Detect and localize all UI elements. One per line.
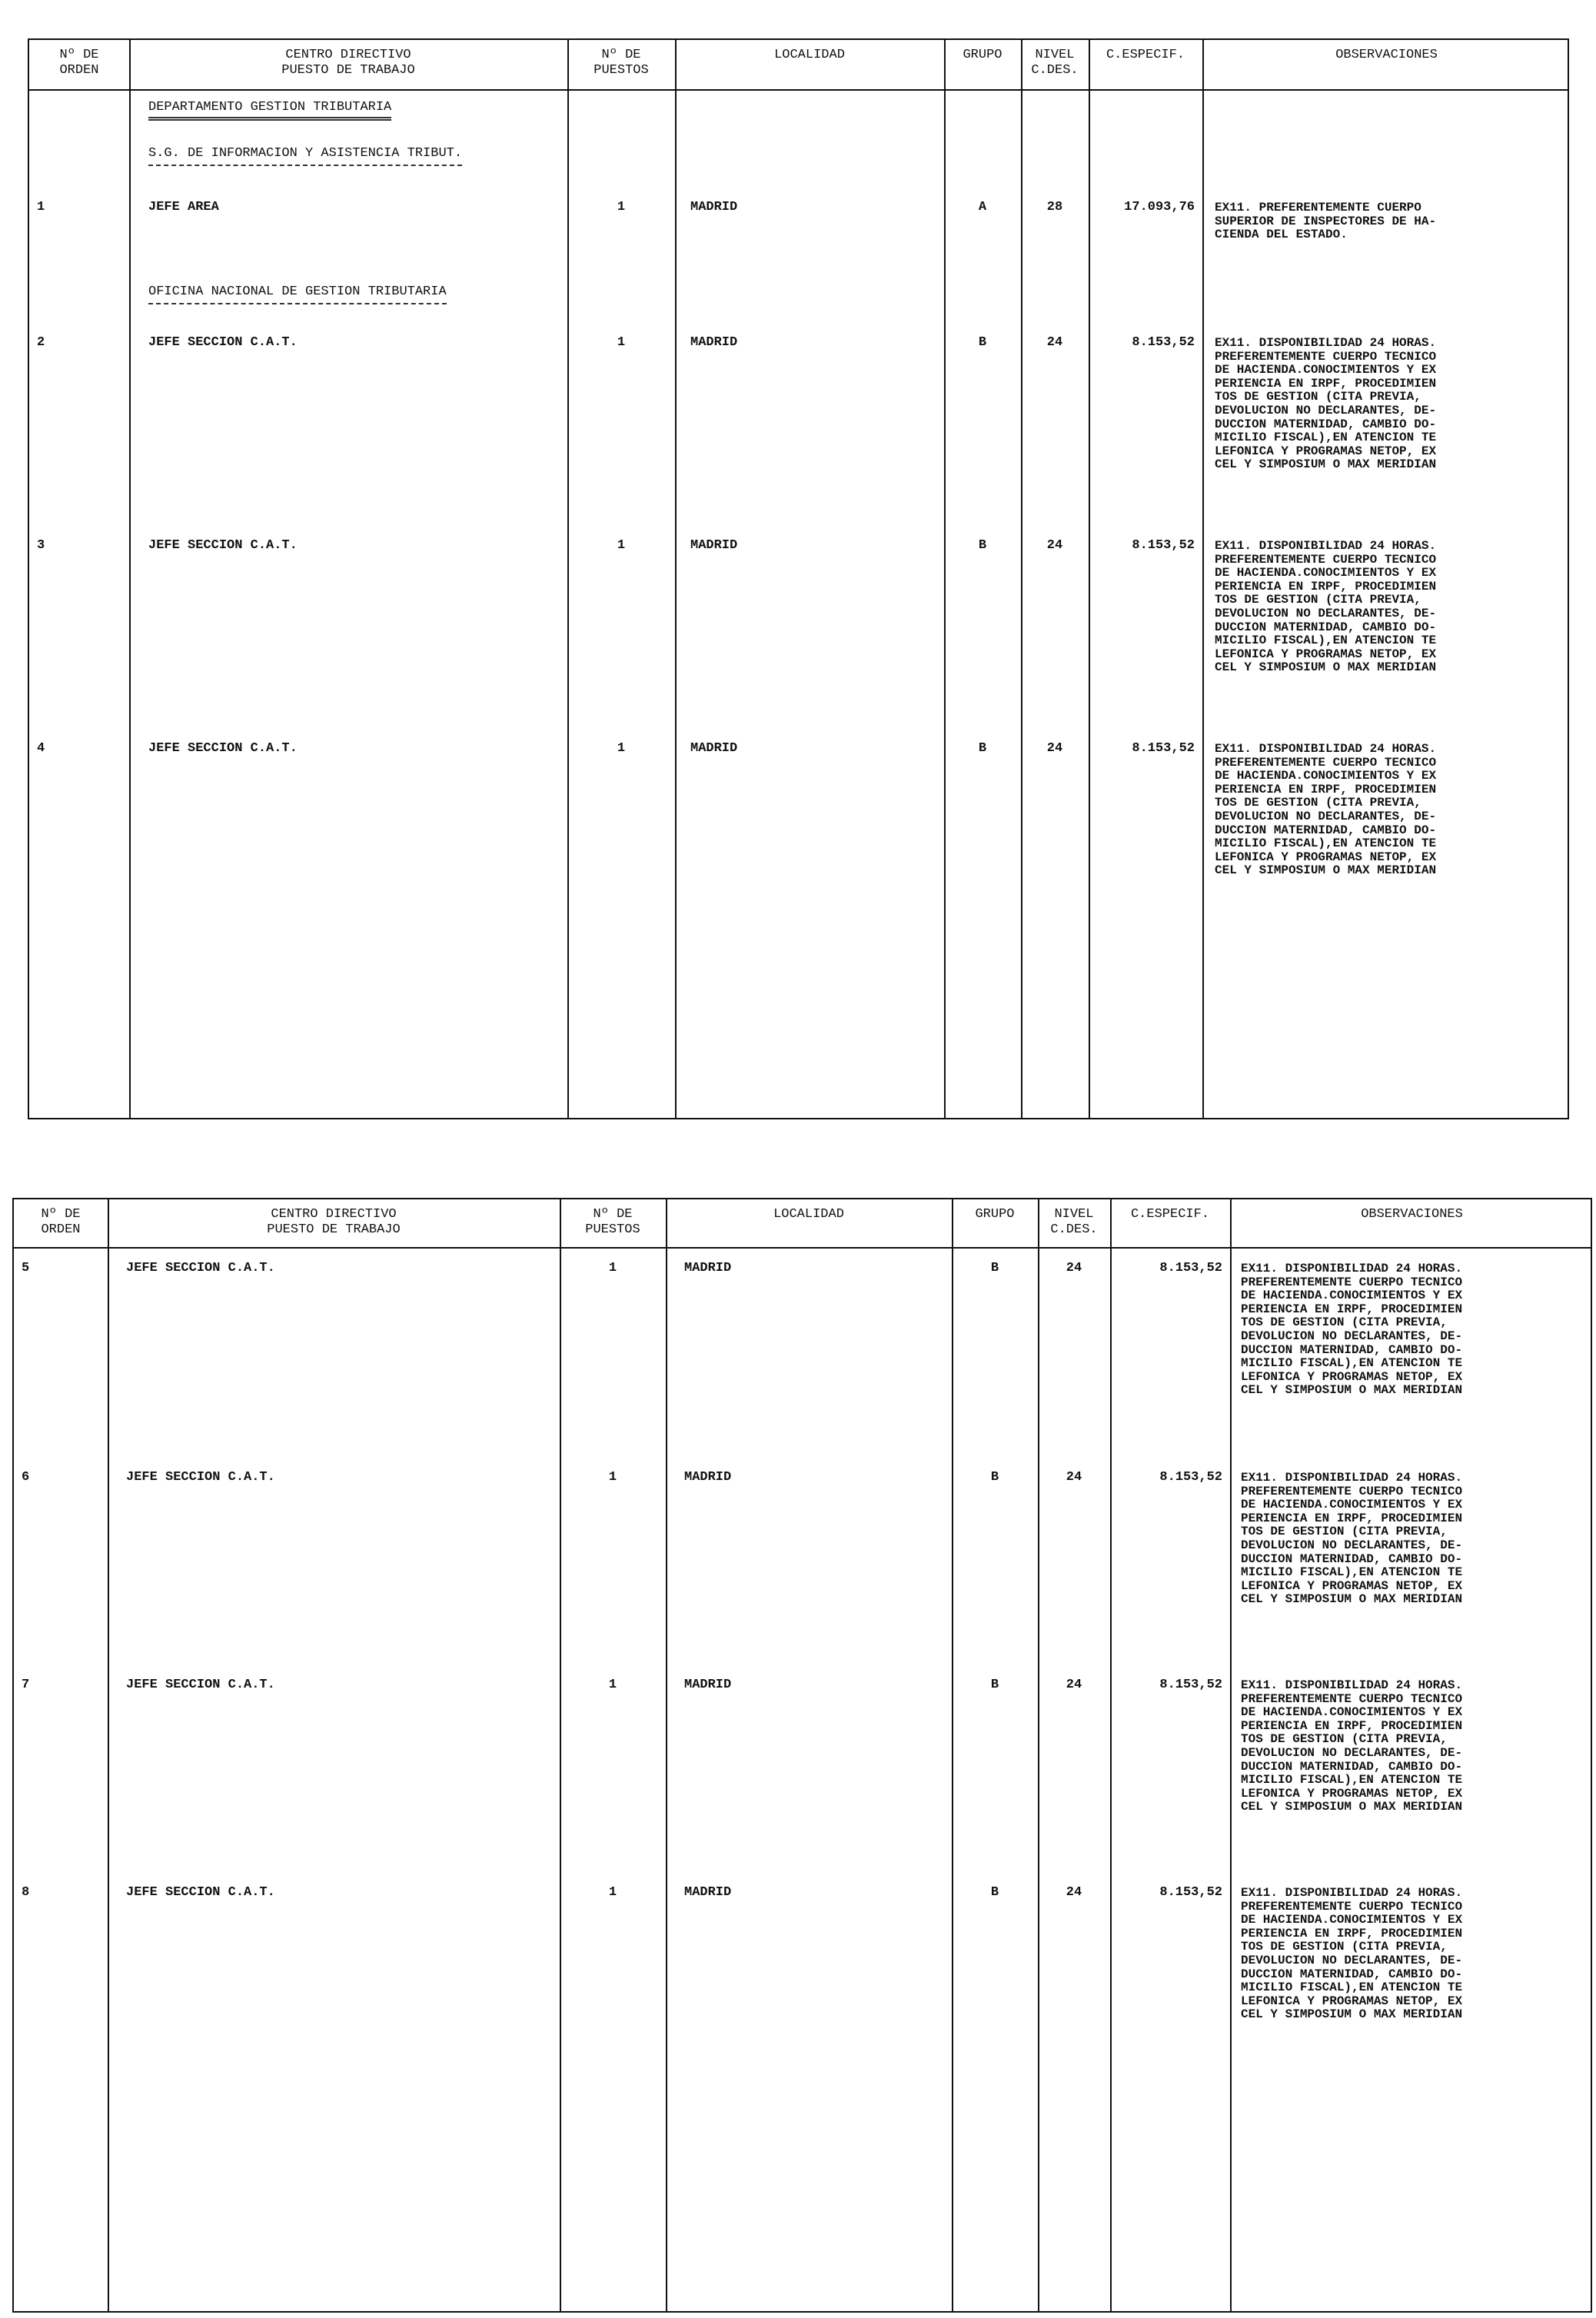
table-page-1 bbox=[28, 38, 1569, 1119]
row-localidad: MADRID bbox=[684, 1885, 732, 1900]
row-observaciones: EX11. DISPONIBILIDAD 24 HORAS. PREFERENTEMENTE CUERPO TECNICO DE HACIENDA.CONOCIMIENTOS Y EX PERIENCIA EN IRPF, PROCEDIMIEN TOS DE GESTION (CITA PREVIA, DEVOLUCION NO DECLARANTES, DE- DUCCION MATERNIDAD, CAMBIO DO- MICILIO FISCAL),EN ATENCION TE LEFONICA Y PROGRAMAS NETOP, EX CEL Y SIMPOSIUM O MAX MERIDIAN bbox=[1241, 1471, 1463, 1607]
row-localidad: MADRID bbox=[690, 200, 738, 215]
column-divider bbox=[666, 1199, 667, 2311]
header-nivel: NIVEL C.DES. bbox=[1050, 1207, 1098, 1237]
row-puestos: 1 bbox=[608, 1678, 617, 1692]
row-localidad: MADRID bbox=[684, 1261, 732, 1275]
row-grupo: B bbox=[990, 1885, 999, 1900]
row-localidad: MADRID bbox=[690, 741, 738, 756]
column-divider bbox=[952, 1199, 953, 2311]
column-divider bbox=[1230, 1199, 1232, 2311]
row-nivel: 24 bbox=[1046, 538, 1063, 553]
column-divider bbox=[675, 40, 677, 1118]
row-grupo: A bbox=[978, 200, 987, 215]
row-puesto: JEFE SECCION C.A.T. bbox=[126, 1261, 275, 1275]
row-localidad: MADRID bbox=[690, 538, 738, 553]
row-especif: 8.153,52 bbox=[1132, 335, 1195, 350]
header-grupo: GRUPO bbox=[963, 48, 1002, 62]
row-puesto: JEFE SECCION C.A.T. bbox=[148, 741, 298, 756]
row-orden: 2 bbox=[37, 335, 45, 350]
row-puesto: JEFE SECCION C.A.T. bbox=[126, 1470, 275, 1485]
column-divider bbox=[108, 1199, 109, 2311]
row-observaciones: EX11. DISPONIBILIDAD 24 HORAS. PREFERENTEMENTE CUERPO TECNICO DE HACIENDA.CONOCIMIENTOS Y EX PERIENCIA EN IRPF, PROCEDIMIEN TOS DE GESTION (CITA PREVIA, DEVOLUCION NO DECLARANTES, DE- DUCCION MATERNIDAD, CAMBIO DO- MICILIO FISCAL),EN ATENCION TE LEFONICA Y PROGRAMAS NETOP, EX CEL Y SIMPOSIUM O MAX MERIDIAN bbox=[1241, 1886, 1463, 2022]
row-observaciones: EX11. DISPONIBILIDAD 24 HORAS. PREFERENTEMENTE CUERPO TECNICO DE HACIENDA.CONOCIMIENTOS Y EX PERIENCIA EN IRPF, PROCEDIMIEN TOS DE GESTION (CITA PREVIA, DEVOLUCION NO DECLARANTES, DE- DUCCION MATERNIDAD, CAMBIO DO- MICILIO FISCAL),EN ATENCION TE LEFONICA Y PROGRAMAS NETOP, EX CEL Y SIMPOSIUM O MAX MERIDIAN bbox=[1241, 1262, 1463, 1398]
row-grupo: B bbox=[990, 1261, 999, 1275]
row-grupo: B bbox=[978, 538, 987, 553]
header-orden: Nº DE ORDEN bbox=[41, 1207, 81, 1237]
column-divider bbox=[1110, 1199, 1112, 2311]
row-nivel: 24 bbox=[1046, 335, 1063, 350]
row-grupo: B bbox=[978, 335, 987, 350]
header-divider bbox=[14, 1247, 1591, 1249]
row-nivel: 24 bbox=[1066, 1470, 1082, 1485]
header-centro: CENTRO DIRECTIVO PUESTO DE TRABAJO bbox=[267, 1207, 401, 1237]
header-especif: C.ESPECIF. bbox=[1106, 48, 1185, 62]
section-subdireccion: S.G. DE INFORMACION Y ASISTENCIA TRIBUT. bbox=[148, 146, 462, 166]
row-localidad: MADRID bbox=[684, 1470, 732, 1485]
header-especif: C.ESPECIF. bbox=[1130, 1207, 1210, 1222]
row-observaciones: EX11. DISPONIBILIDAD 24 HORAS. PREFERENTEMENTE CUERPO TECNICO DE HACIENDA.CONOCIMIENTOS Y EX PERIENCIA EN IRPF, PROCEDIMIEN TOS DE GESTION (CITA PREVIA, DEVOLUCION NO DECLARANTES, DE- DUCCION MATERNIDAD, CAMBIO DO- MICILIO FISCAL),EN ATENCION TE LEFONICA Y PROGRAMAS NETOP, EX CEL Y SIMPOSIUM O MAX MERIDIAN bbox=[1215, 539, 1437, 675]
row-especif: 8.153,52 bbox=[1159, 1261, 1222, 1275]
row-grupo: B bbox=[990, 1470, 999, 1485]
row-orden: 7 bbox=[22, 1678, 30, 1692]
row-puestos: 1 bbox=[608, 1261, 617, 1275]
row-orden: 3 bbox=[37, 538, 45, 553]
row-orden: 6 bbox=[22, 1470, 30, 1485]
row-especif: 8.153,52 bbox=[1132, 741, 1195, 756]
row-observaciones: EX11. DISPONIBILIDAD 24 HORAS. PREFERENTEMENTE CUERPO TECNICO DE HACIENDA.CONOCIMIENTOS Y EX PERIENCIA EN IRPF, PROCEDIMIEN TOS DE GESTION (CITA PREVIA, DEVOLUCION NO DECLARANTES, DE- DUCCION MATERNIDAD, CAMBIO DO- MICILIO FISCAL),EN ATENCION TE LEFONICA Y PROGRAMAS NETOP, EX CEL Y SIMPOSIUM O MAX MERIDIAN bbox=[1215, 742, 1437, 878]
header-centro: CENTRO DIRECTIVO PUESTO DE TRABAJO bbox=[281, 48, 415, 78]
row-puesto: JEFE SECCION C.A.T. bbox=[148, 335, 298, 350]
row-nivel: 28 bbox=[1046, 200, 1063, 215]
header-orden: Nº DE ORDEN bbox=[59, 48, 99, 78]
row-nivel: 24 bbox=[1066, 1261, 1082, 1275]
row-grupo: B bbox=[978, 741, 987, 756]
header-observaciones: OBSERVACIONES bbox=[1335, 48, 1438, 62]
row-puesto: JEFE SECCION C.A.T. bbox=[126, 1678, 275, 1692]
row-puestos: 1 bbox=[608, 1885, 617, 1900]
row-nivel: 24 bbox=[1046, 741, 1063, 756]
row-puestos: 1 bbox=[608, 1470, 617, 1485]
row-especif: 8.153,52 bbox=[1159, 1678, 1222, 1692]
column-divider bbox=[560, 1199, 561, 2311]
header-localidad: LOCALIDAD bbox=[773, 1207, 844, 1222]
column-divider bbox=[1202, 40, 1204, 1118]
header-puestos: Nº DE PUESTOS bbox=[585, 1207, 640, 1237]
header-nivel: NIVEL C.DES. bbox=[1031, 48, 1079, 78]
row-orden: 1 bbox=[37, 200, 45, 215]
column-divider bbox=[129, 40, 131, 1118]
row-especif: 8.153,52 bbox=[1159, 1470, 1222, 1485]
row-localidad: MADRID bbox=[684, 1678, 732, 1692]
column-divider bbox=[1038, 1199, 1039, 2311]
row-nivel: 24 bbox=[1066, 1678, 1082, 1692]
section-oficina: OFICINA NACIONAL DE GESTION TRIBUTARIA bbox=[148, 284, 447, 304]
header-localidad: LOCALIDAD bbox=[774, 48, 845, 62]
section-departamento: DEPARTAMENTO GESTION TRIBUTARIA bbox=[148, 100, 391, 121]
row-especif: 8.153,52 bbox=[1159, 1885, 1222, 1900]
row-puesto: JEFE SECCION C.A.T. bbox=[126, 1885, 275, 1900]
row-puestos: 1 bbox=[617, 741, 626, 756]
row-observaciones: EX11. DISPONIBILIDAD 24 HORAS. PREFERENTEMENTE CUERPO TECNICO DE HACIENDA.CONOCIMIENTOS Y EX PERIENCIA EN IRPF, PROCEDIMIEN TOS DE GESTION (CITA PREVIA, DEVOLUCION NO DECLARANTES, DE- DUCCION MATERNIDAD, CAMBIO DO- MICILIO FISCAL),EN ATENCION TE LEFONICA Y PROGRAMAS NETOP, EX CEL Y SIMPOSIUM O MAX MERIDIAN bbox=[1241, 1678, 1463, 1814]
row-puestos: 1 bbox=[617, 538, 626, 553]
row-puestos: 1 bbox=[617, 200, 626, 215]
row-orden: 5 bbox=[22, 1261, 30, 1275]
row-puesto: JEFE SECCION C.A.T. bbox=[148, 538, 298, 553]
table-page-2 bbox=[12, 1198, 1592, 2313]
row-orden: 8 bbox=[22, 1885, 30, 1900]
row-orden: 4 bbox=[37, 741, 45, 756]
row-localidad: MADRID bbox=[690, 335, 738, 350]
row-observaciones: EX11. PREFERENTEMENTE CUERPO SUPERIOR DE INSPECTORES DE HA- CIENDA DEL ESTADO. bbox=[1215, 201, 1437, 242]
row-observaciones: EX11. DISPONIBILIDAD 24 HORAS. PREFERENTEMENTE CUERPO TECNICO DE HACIENDA.CONOCIMIENTOS Y EX PERIENCIA EN IRPF, PROCEDIMIEN TOS DE GESTION (CITA PREVIA, DEVOLUCION NO DECLARANTES, DE- DUCCION MATERNIDAD, CAMBIO DO- MICILIO FISCAL),EN ATENCION TE LEFONICA Y PROGRAMAS NETOP, EX CEL Y SIMPOSIUM O MAX MERIDIAN bbox=[1215, 336, 1437, 472]
row-nivel: 24 bbox=[1066, 1885, 1082, 1900]
header-grupo: GRUPO bbox=[975, 1207, 1015, 1222]
row-puestos: 1 bbox=[617, 335, 626, 350]
row-puesto: JEFE AREA bbox=[148, 200, 219, 215]
header-puestos: Nº DE PUESTOS bbox=[594, 48, 649, 78]
row-especif: 8.153,52 bbox=[1132, 538, 1195, 553]
row-especif: 17.093,76 bbox=[1124, 200, 1195, 215]
header-observaciones: OBSERVACIONES bbox=[1361, 1207, 1463, 1222]
row-grupo: B bbox=[990, 1678, 999, 1692]
header-divider bbox=[29, 89, 1568, 91]
